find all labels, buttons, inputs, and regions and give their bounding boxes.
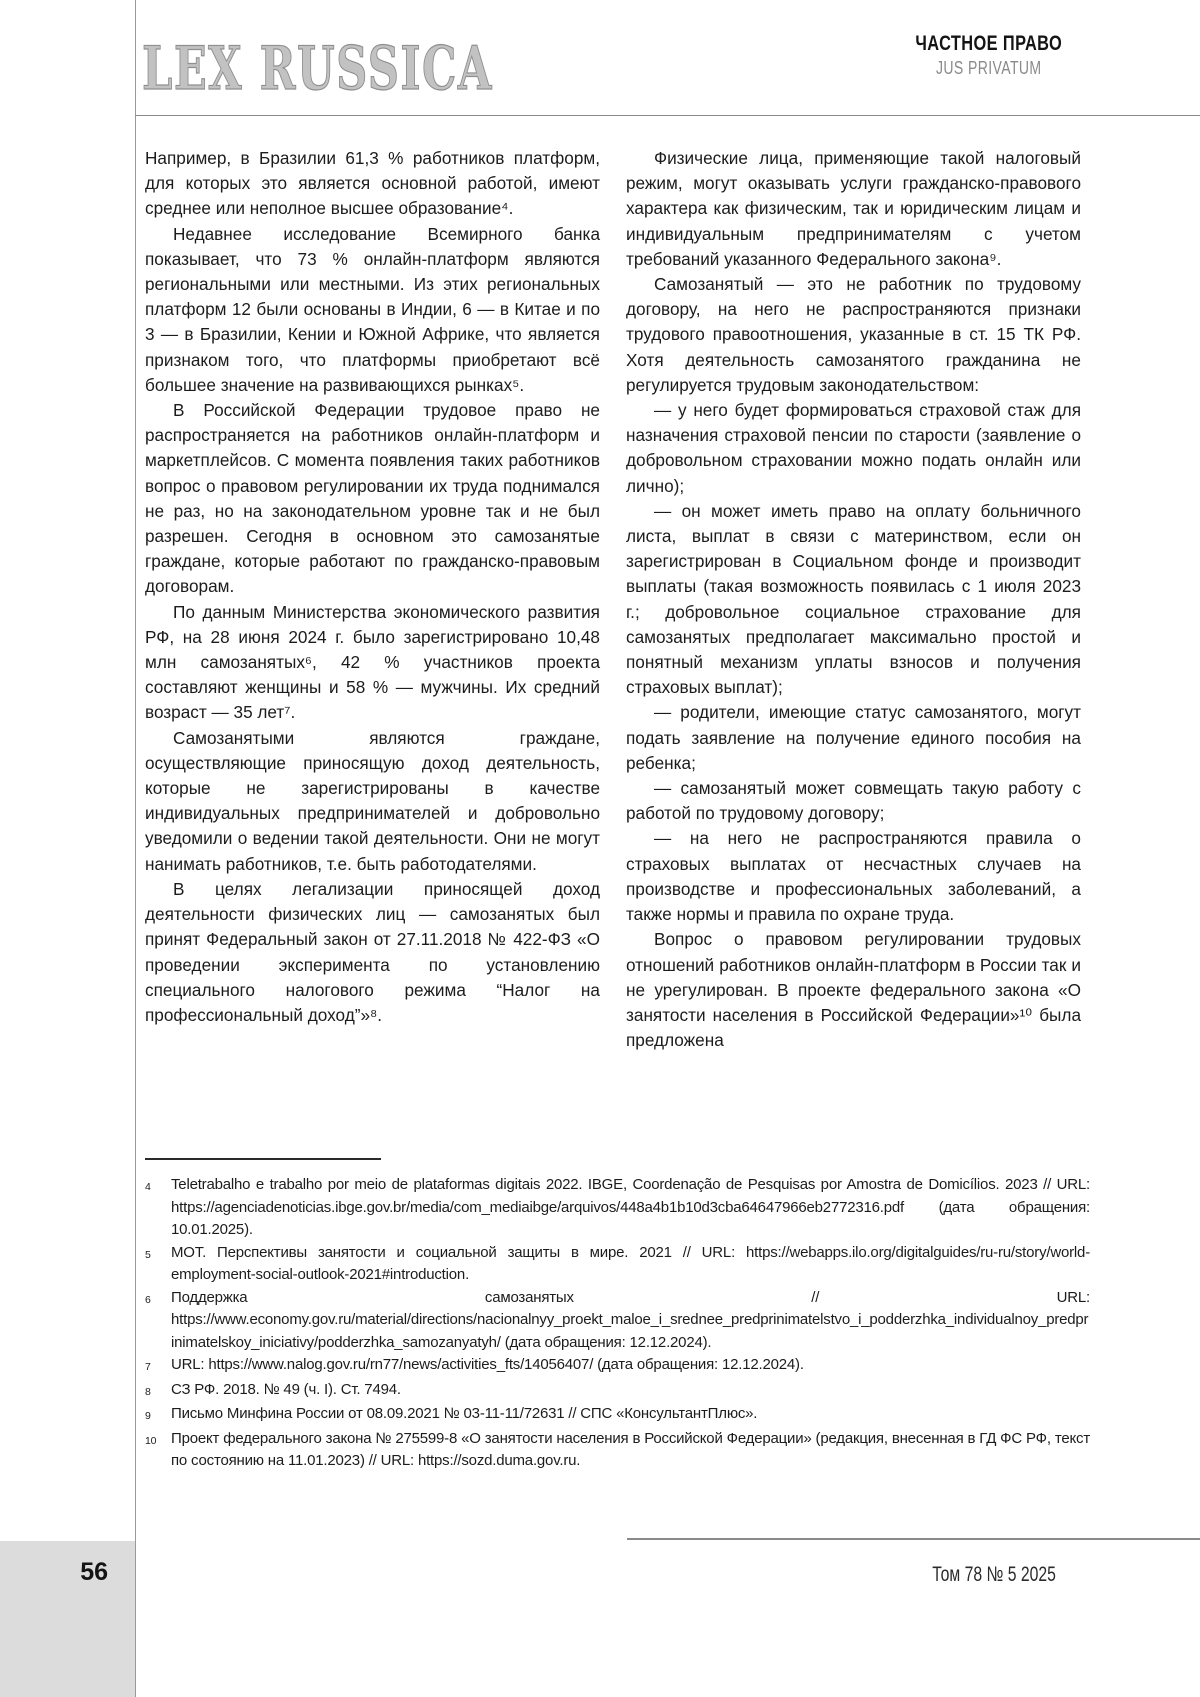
paragraph-list-item: — родители, имеющие статус самозанятого, могут подать заявление на получение единого пособия на ребенка; [626, 702, 1081, 773]
journal-logo: LEX RUSSICA [142, 34, 493, 104]
footnote-text: Teletrabalho e trabalho por meio de plataformas digitais 2022. IBGE, Coordenação de Pesquisas por Amostra de Domicílios. 2023 // URL: https://agenciadenoticias.ibge.gov.br/media/com_mediaibge/arquivos/448a4b1b10d3cba64647966eb2772316.pdf (дата обращения: 10.01.2025). [171, 1176, 1090, 1238]
paragraph: Недавнее исследование Всемирного банка показывает, что 73 % онлайн-платформ являются региональными или местными. Из этих региональных платформ 12 были основаны в Индии, 6 — в Китае и по 3 — в Бразилии, Кении и Южной Африке, что является признаком того, что платформы приобретают всё большее значение на развивающихся рынках⁵. [145, 223, 600, 395]
paragraph: В целях легализации приносящей доход деятельности физических лиц — самозанятых был принят Федеральный закон от 27.11.2018 № 422-ФЗ «О проведении эксперимента по установлению специального налогового режима “Налог на профессиональный доход”»⁸. [145, 878, 600, 1025]
paragraph: По данным Министерства экономического развития РФ, на 28 июня 2024 г. было зарегистрировано 10,48 млн самозанятых⁶, 42 % участников проекта составляют женщины и 58 % — мужчины. Их средний возраст — 35 лет⁷. [145, 601, 600, 723]
footnote-text: Поддержка самозанятых // URL: https://www.economy.gov.ru/material/directions/nacionalnyy_proekt_maloe_i_srednee_predprinimatelstvo_i_podderzhka_individualnoy_predprinimatelskoy_iniciativy/podderzhka_samozanyatyh/ (дата обращения: 12.12.2024). [171, 1288, 1090, 1351]
paragraph: Самозанятыми являются граждане, осуществляющие приносящую доход деятельность, которые не зарегистрированы в качестве индивидуальных предпринимателей и добровольно уведомили о ведении такой деятельности. Они не могут нанимать работников, т.е. быть работодателями. [145, 727, 600, 874]
right-column [626, 146, 1081, 1053]
footnote-item [145, 1354, 1090, 1379]
paragraph: Вопрос о правовом регулировании трудовых отношений работников онлайн-платформ в России так и не урегулирован. В проекте федерального закона «О занятости населения в Российской Федерации»¹⁰ была предложена [626, 929, 1081, 1051]
header-section-block [915, 32, 1062, 79]
footnote-item [145, 1287, 1090, 1355]
footnote-text: Письмо Минфина России от 08.09.2021 № 03-11-11/72631 // СПС «КонсультантПлюс». [171, 1405, 758, 1422]
footnote-number: 6 [145, 1293, 151, 1306]
footnote-number: 5 [145, 1248, 151, 1261]
section-title-russian: ЧАСТНОЕ ПРАВО [915, 32, 1062, 55]
footnote-item [145, 1379, 1090, 1404]
footnote-number: 10 [145, 1434, 157, 1447]
left-column [145, 146, 600, 1053]
left-margin-rule [135, 0, 136, 1697]
article-body [145, 146, 1081, 1053]
header-divider [135, 115, 1200, 116]
footnote-item [145, 1428, 1090, 1473]
footnote-separator [145, 1158, 381, 1160]
paragraph-list-item: — самозанятый может совмещать такую работу с работой по трудовому договору; [626, 778, 1081, 824]
volume-issue: Том 78 № 5 2025 [932, 1563, 1056, 1586]
footnote-text: МОТ. Перспективы занятости и социальной защиты в мире. 2021 // URL: https://webapps.ilo.org/digitalguides/ru-ru/story/world-employment-social-outlook-2021#introduction. [171, 1243, 1090, 1283]
footnote-item [145, 1174, 1090, 1242]
footnote-number: 8 [145, 1385, 151, 1398]
footnote-number: 9 [145, 1410, 151, 1422]
footnote-number: 7 [145, 1361, 151, 1373]
footnote-item [145, 1403, 1090, 1428]
footnote-text: Проект федерального закона № 275599-8 «О занятости населения в Российской Федерации» (редакция, внесенная в ГД ФС РФ, текст по состоянию на 11.01.2023) // URL: https://sozd.duma.gov.ru. [171, 1429, 1090, 1469]
footnote-number: 4 [145, 1181, 151, 1193]
section-title-latin: JUS PRIVATUM [935, 58, 1042, 78]
paragraph-list-item: — у него будет формироваться страховой стаж для назначения страховой пенсии по старости (заявление о добровольном страховании можно подать онлайн или лично); [626, 400, 1081, 496]
footnote-item [145, 1242, 1090, 1287]
footnotes-section [145, 1174, 1090, 1473]
page-number: 56 [80, 1558, 108, 1586]
footer-divider [627, 1538, 1200, 1540]
paragraph: Например, в Бразилии 61,3 % работников платформ, для которых это является основной работой, имеют среднее или неполное высшее образование⁴. [145, 148, 600, 219]
paragraph-list-item: — на него не распространяются правила о страховых выплатах от несчастных случаев на производстве и профессиональных заболеваний, а также нормы и правила по охране труда. [626, 828, 1081, 925]
paragraph: Физические лица, применяющие такой налоговый режим, могут оказывать услуги гражданско-правового характера как физическим, так и юридическим лицам и индивидуальным предпринимателям с учетом требований указанного Федерального закона⁹. [626, 148, 1081, 269]
paragraph: Самозанятый — это не работник по трудовому договору, на него не распространяются признаки трудового правоотношения, указанные в ст. 15 ТК РФ. Хотя деятельность самозанятого гражданина не регулируется трудовым законодательством: [626, 274, 1081, 395]
paragraph-list-item: — он может иметь право на оплату больничного листа, выплат в связи с материнством, если он зарегистрирован в Социальном фонде и производит выплаты (такая возможность появилась с 1 июля 2023 г.; добровольное социальное страхование для самозанятых предполагает максимально простой и понятный механизм уплаты взносов и получения страховых выплат); [626, 500, 1081, 698]
paragraph: В Российской Федерации трудовое право не распространяется на работников онлайн-платформ и маркетплейсов. С момента появления таких работников вопрос о правовом регулировании их труда поднимался не раз, но на законодательном уровне так и не был разрешен. Сегодня в основном это самозанятые граждане, которые работают по гражданско-правовым договорам. [145, 400, 600, 597]
footnote-text: СЗ РФ. 2018. № 49 (ч. I). Ст. 7494. [171, 1380, 401, 1398]
footnote-text: URL: https://www.nalog.gov.ru/rn77/news/activities_fts/14056407/ (дата обращения: 12.12.2024). [171, 1356, 804, 1373]
